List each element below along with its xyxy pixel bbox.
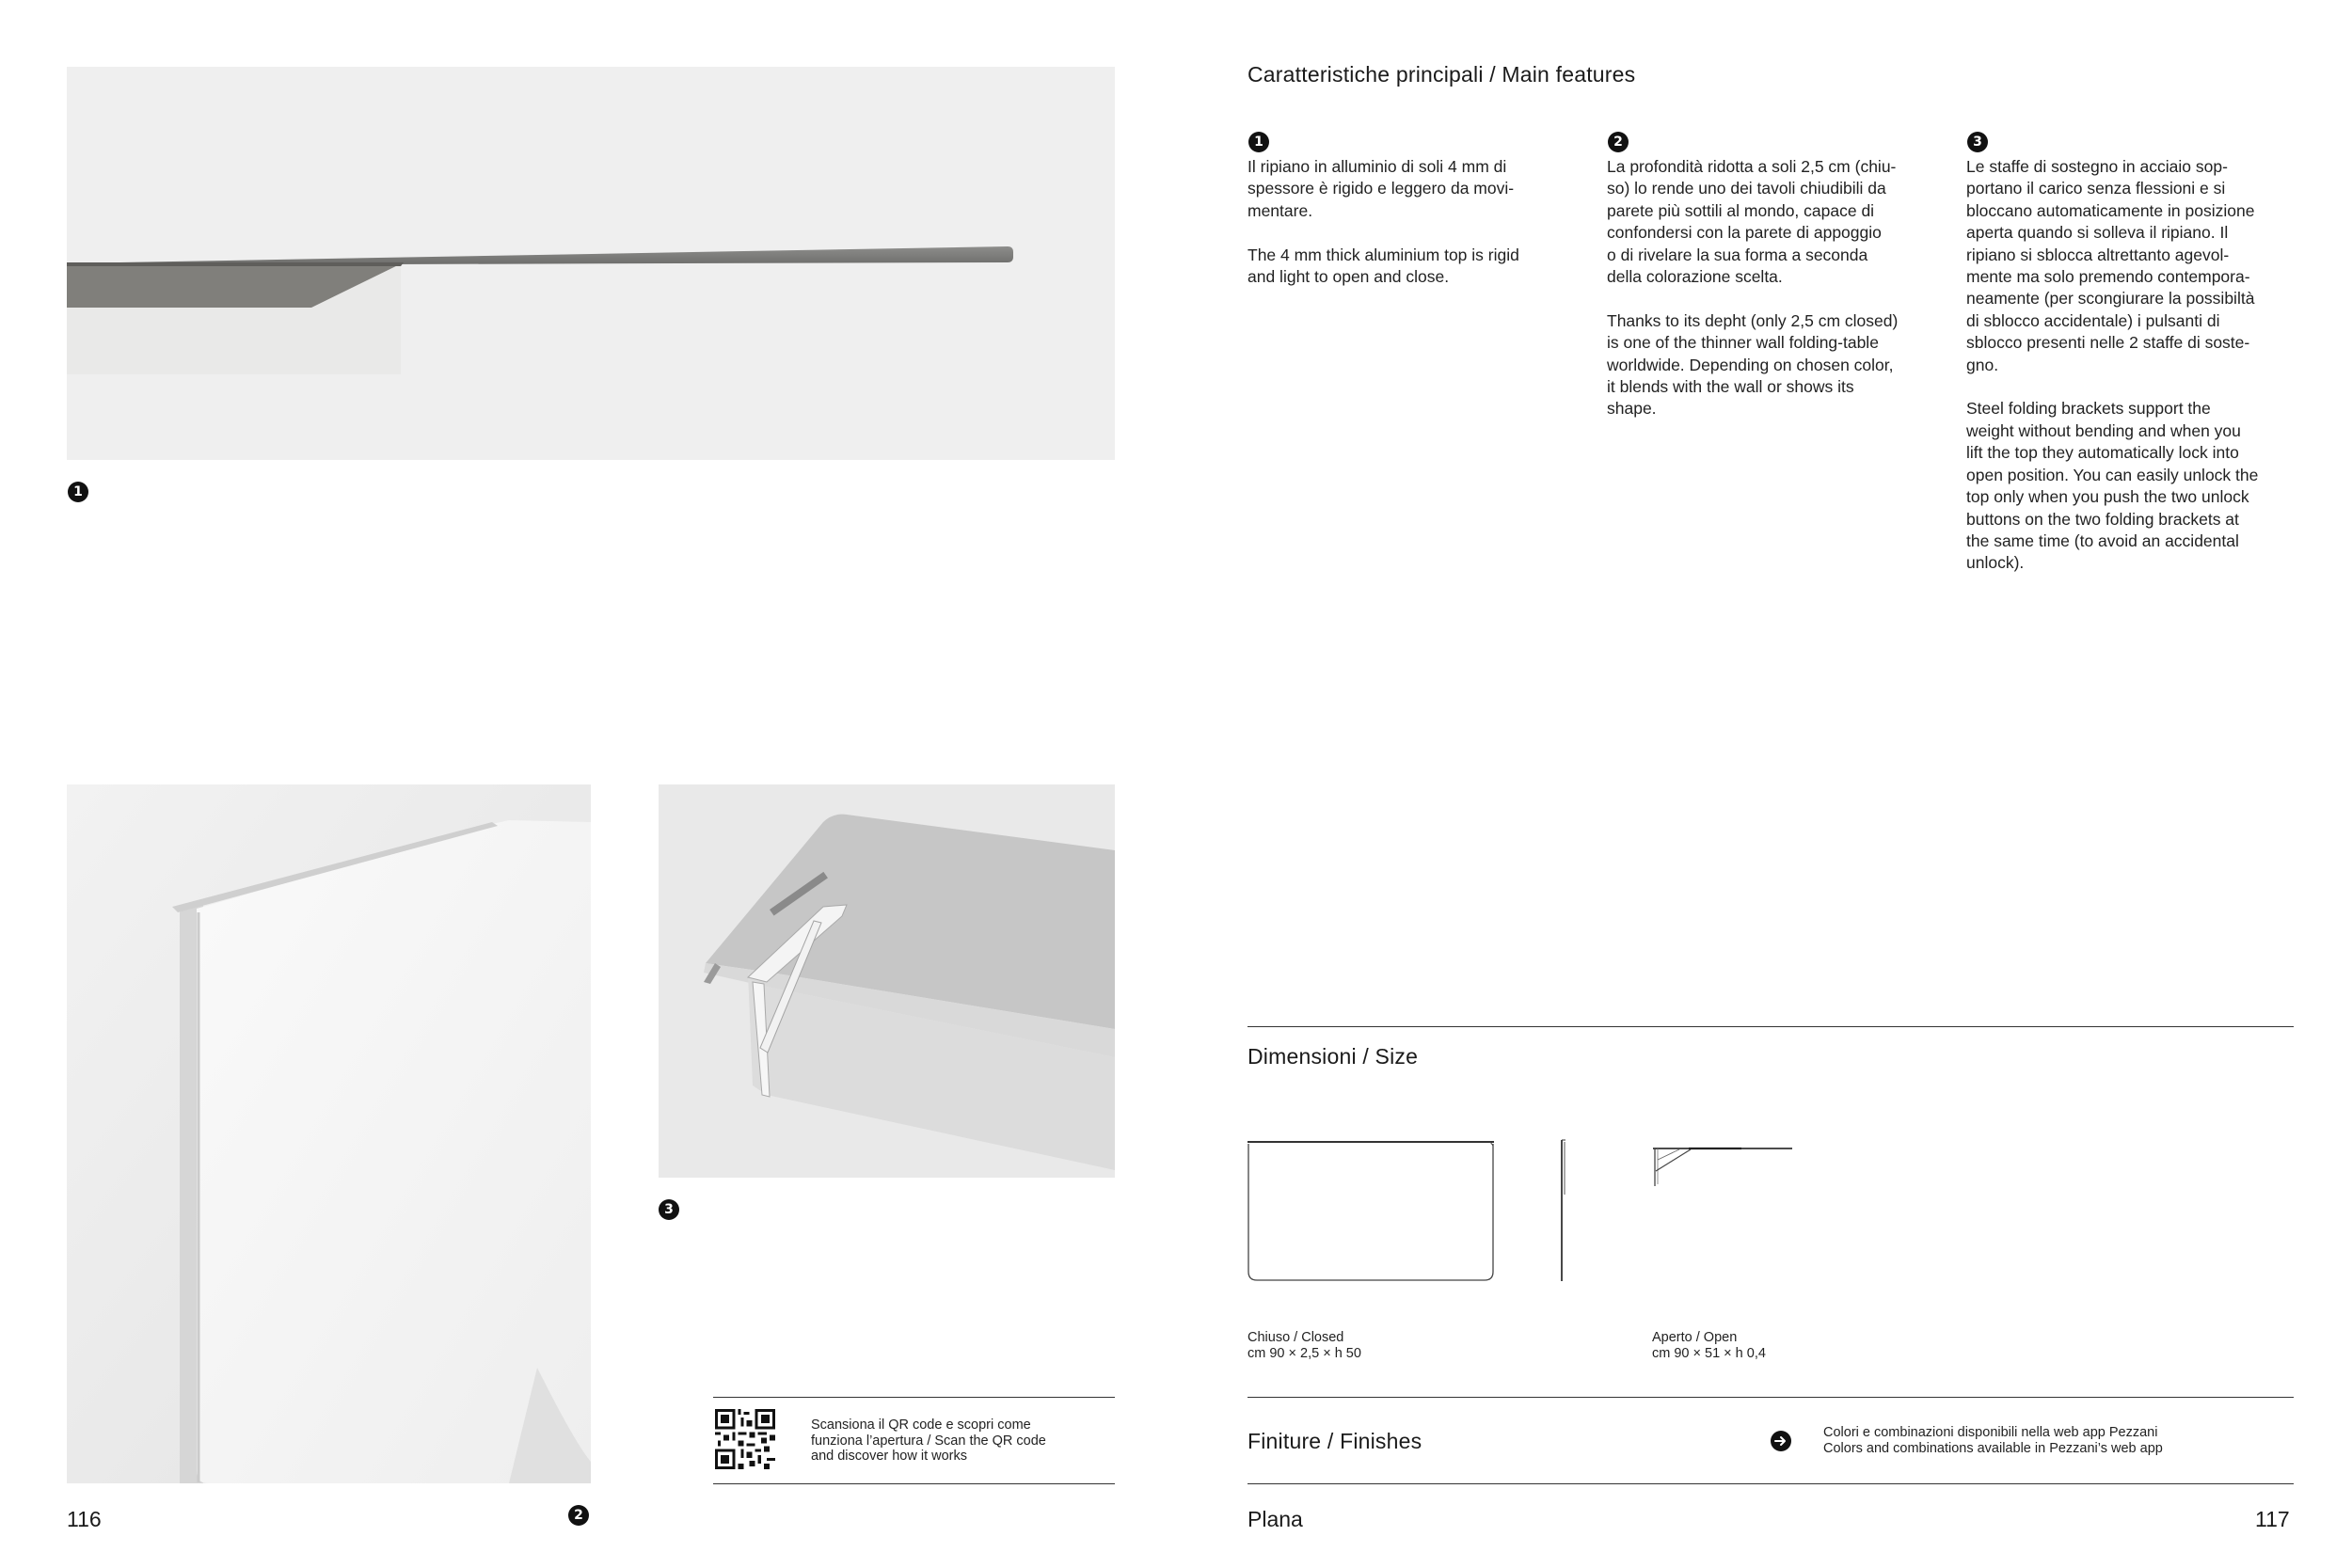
footer-product-name: Plana: [1248, 1507, 1303, 1531]
qr-code-image: [715, 1409, 775, 1469]
size-top-rule: [1248, 1026, 2294, 1027]
features-title: Caratteristiche principali / Main features: [1248, 62, 1636, 87]
table-top-profile-illustration: [67, 67, 1115, 460]
qr-bottom-rule: [713, 1483, 1115, 1484]
arrow-right-icon[interactable]: [1771, 1431, 1791, 1451]
closed-dimensions: Chiuso / Closed cm 90 × 2,5 × h 50: [1248, 1330, 1361, 1361]
photo-1-marker: 1: [68, 482, 88, 502]
finishes-bottom-rule: [1248, 1483, 2294, 1484]
finishes-top-rule: [1248, 1397, 2294, 1398]
photo-bracket-detail: [659, 784, 1115, 1178]
photo-top-profile: [67, 67, 1115, 460]
finishes-title: Finiture / Finishes: [1248, 1429, 1422, 1453]
closed-side-drawing: [1557, 1138, 1570, 1285]
feature-2-text: La profondità ridotta a soli 2,5 cm (chiu- so) lo rende uno dei tavoli chiudibili da parete più sottili al mondo, capace di confondersi con la parete di appoggio o di rivelare la sua forma a seconda della colorazione scelta. Thanks to its depht (only 2,5 cm closed) is one of the thinner wall folding-table worldwide. Depending on chosen color, it blends with the wall or shows its shape.: [1607, 157, 1899, 419]
photo-2-marker: 2: [568, 1505, 589, 1526]
finishes-text: Colori e combinazioni disponibili nella web app Pezzani Colors and combinations available in Pezzani’s web app: [1823, 1425, 2163, 1456]
feature-1-text: Il ripiano in alluminio di soli 4 mm di spessore è rigido e leggero da movi- mentare. The 4 mm thick aluminium top is rigid and light to open and close.: [1248, 157, 1519, 287]
closed-front-drawing: [1246, 1138, 1496, 1285]
closed-side-drawing-svg: [1557, 1138, 1570, 1285]
right-page-number: 117: [2255, 1507, 2290, 1531]
left-page-number: 116: [67, 1507, 102, 1531]
feature-2-marker: 2: [1608, 132, 1629, 152]
feature-1-marker: 1: [1248, 132, 1269, 152]
size-title: Dimensioni / Size: [1248, 1044, 1419, 1069]
feature-3-text: Le staffe di sostegno in acciaio sop- portano il carico senza flessioni e si bloccano automaticamente in posizione aperta quando si solleva il ripiano. Il ripiano si sblocca altrettanto agevol- mente ma solo premendo contempora- neamente (per scongiurare la possibiltà di sblocco accidentale) i pulsanti di sblocco presenti nelle 2 staffe di soste- gno. Steel folding brackets support the weight without bending and when you lift the top they automatically lock into open position. You can easily unlock the top only when you push the two unlock buttons on the two folding brackets at the same time (to avoid an accidental unlock).: [1966, 157, 2259, 573]
arrow-right-icon-svg: [1771, 1431, 1791, 1451]
closed-table-illustration: [67, 784, 591, 1483]
photo-closed-table: [67, 784, 591, 1483]
bracket-detail-illustration: [659, 784, 1115, 1178]
qr-top-rule: [713, 1397, 1115, 1398]
closed-front-drawing-svg: [1246, 1138, 1496, 1285]
feature-3-marker: 3: [1967, 132, 1988, 152]
qr-caption: Scansiona il QR code e scopri come funziona l’apertura / Scan the QR code and discover how it works: [811, 1418, 1046, 1464]
photo-3-marker: 3: [659, 1199, 679, 1220]
open-side-drawing-svg: [1651, 1143, 1794, 1190]
qr-code[interactable]: [715, 1409, 775, 1469]
open-side-drawing: [1651, 1143, 1794, 1190]
open-dimensions: Aperto / Open cm 90 × 51 × h 0,4: [1652, 1330, 1766, 1361]
